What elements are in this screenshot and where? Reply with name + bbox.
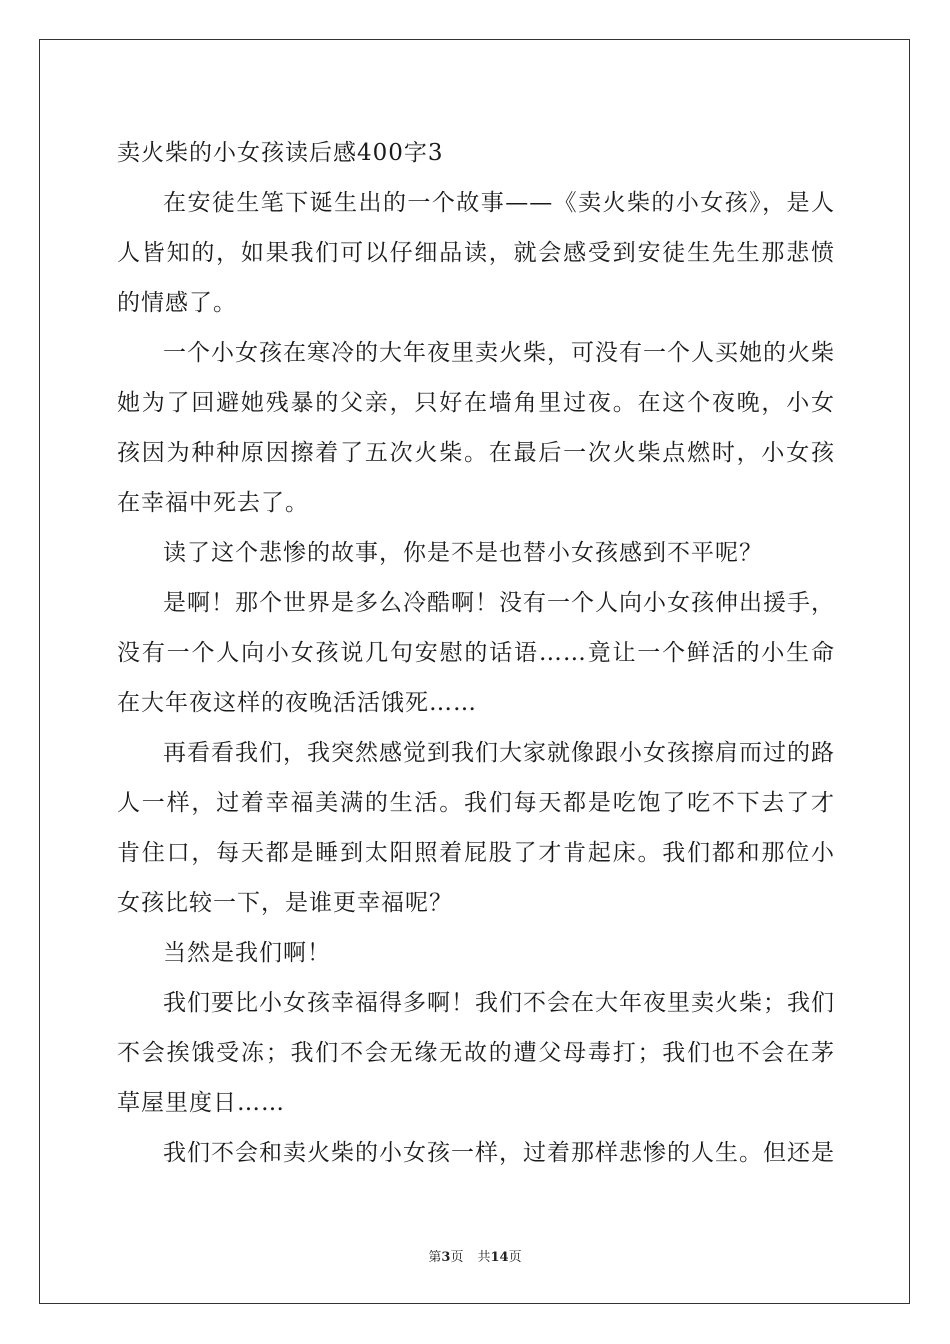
document-body — [117, 128, 835, 1178]
page-footer — [0, 1246, 950, 1265]
document-title: 卖火柴的小女孩读后感400字3 — [117, 140, 444, 166]
page-number: 3 — [441, 1250, 451, 1265]
paragraph-3: 读了这个悲惨的故事，你是不是也替小女孩感到不平呢？ — [163, 540, 763, 566]
paragraph-8: 我们不会和卖火柴的小女孩一样，过着那样悲惨的人生。但还是 — [163, 1140, 835, 1166]
page-prefix: 第 — [428, 1250, 442, 1265]
paragraph-4: 是啊！那个世界是多么冷酷啊！没有一个人向小女孩伸出援手，没有一个人向小女孩说几句安慰的话语……竟让一个鲜活的小生命在大年夜这样的夜晚活活饿死…… — [117, 590, 835, 716]
total-prefix: 共 — [477, 1250, 491, 1265]
paragraph-5: 再看看我们，我突然感觉到我们大家就像跟小女孩擦肩而过的路人一样，过着幸福美满的生活。我们每天都是吃饱了吃不下去了才肯住口，每天都是睡到太阳照着屁股了才肯起床。我们都和那位小女孩比较一下，是谁更幸福呢？ — [117, 740, 835, 916]
paragraph-7: 我们要比小女孩幸福得多啊！我们不会在大年夜里卖火柴；我们不会挨饿受冻；我们不会无缘无故的遭父母毒打；我们也不会在茅草屋里度日…… — [117, 990, 835, 1116]
paragraph-6: 当然是我们啊！ — [163, 940, 331, 966]
page-suffix: 页 — [450, 1250, 464, 1265]
paragraph-2: 一个小女孩在寒冷的大年夜里卖火柴，可没有一个人买她的火柴她为了回避她残暴的父亲，只好在墙角里过夜。在这个夜晚，小女孩因为种种原因擦着了五次火柴。在最后一次火柴点燃时，小女孩在幸福中死去了。 — [117, 340, 835, 516]
paragraph-1: 在安徒生笔下诞生出的一个故事——《卖火柴的小女孩》，是人人皆知的，如果我们可以仔细品读，就会感受到安徒生先生那悲愤的情感了。 — [117, 190, 835, 316]
total-suffix: 页 — [508, 1250, 522, 1265]
total-pages: 14 — [490, 1250, 509, 1265]
